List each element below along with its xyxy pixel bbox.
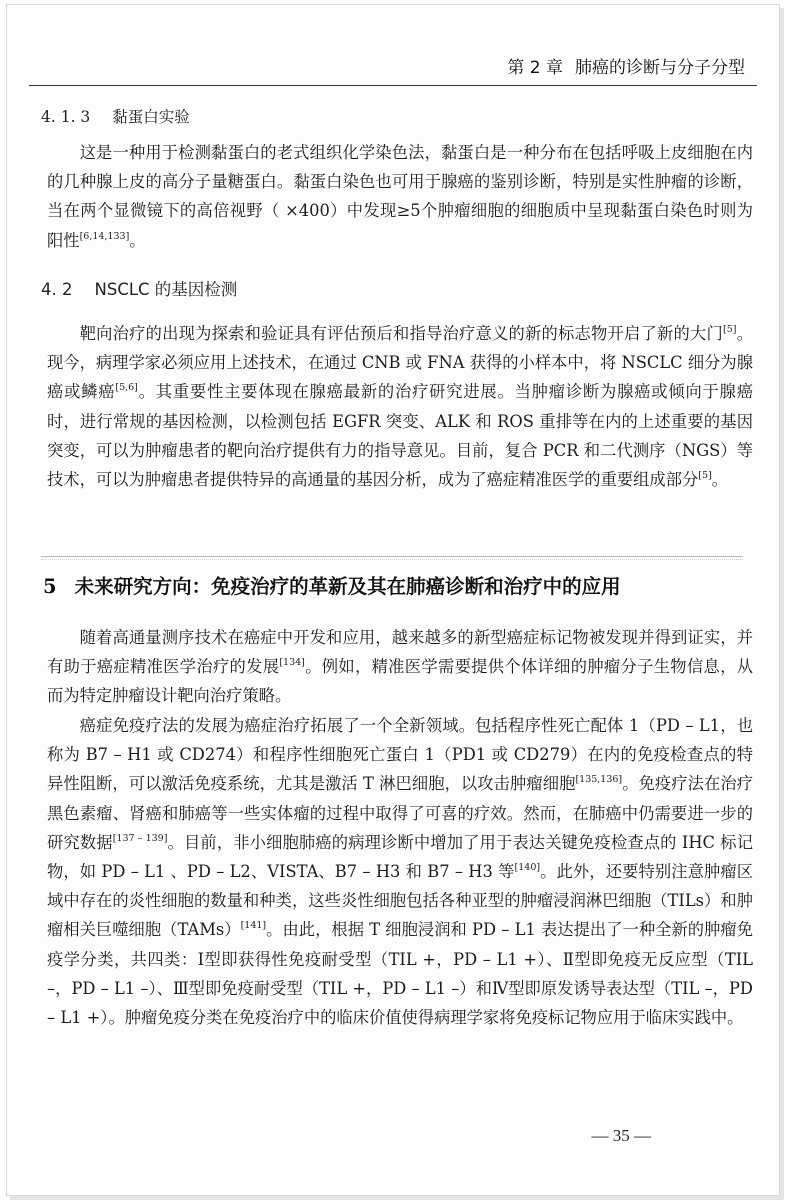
citation: [137 – 139] [112,832,168,844]
chapter-title: 肺癌的诊断与分子分型 [575,58,745,78]
section-title: NSCLC 的基因检测 [94,280,238,299]
citation: [5] [698,470,712,482]
text: 靶向治疗的出现为探索和验证具有评估预后和指导治疗意义的新的标志物开启了新的大门 [79,324,724,343]
section-heading-5 [43,573,621,601]
section-title: 未来研究方向：免疫治疗的革新及其在肺癌诊断和治疗中的应用 [74,575,621,598]
book-page [6,4,780,1196]
text: 。例如，精准医学需要提供个体详细的肿瘤分子生物信息，从而为特定肿瘤设计靶向治疗策略。 [47,657,753,706]
citation: [134] [279,657,305,669]
text: 。目前，非小细胞肺癌的病理诊断中增加了用于表达关键免疫检查点的 IHC 标记物，如 PD – L1 、PD – L2、VISTA、B7 – H3 和 B7 – H3 等 [47,832,753,882]
paragraph-immunotherapy [47,711,753,1032]
text: 这是一种用于检测黏蛋白的老式组织化学染色法，黏蛋白是一种分布在包括呼吸上皮细胞在内的几种腺上皮的高分子量糖蛋白。黏蛋白染色也可用于腺癌的鉴别诊断，特别是实性肿瘤的诊断，当在两个显微镜下的高倍视野（ ×400）中发现≥5个肿瘤细胞的细胞质中呈现黏蛋白染色时则为阳性 [47,143,753,250]
text: 。此外，还要特别注意肿瘤区域中存在的炎性细胞的数量和种类，这些炎性细胞包括各种亚型的肿瘤浸润淋巴细胞（TILs）和肿瘤相关巨噬细胞（TAMs） [47,862,754,940]
text: 癌症免疫疗法的发展为癌症治疗拓展了一个全新领域。包括程序性死亡配体 1（PD – L1，也称为 B7 – H1 或 CD274）和程序性细胞死亡蛋白 1（PD1 或 CD279）在内的免疫检查点的特异性阻断，可以激活免疫系统，尤其是激活 T 淋巴细胞，以攻击肿瘤细胞 [47,716,753,794]
section-number: 4. 2 [41,280,73,299]
paragraph-mucin [47,138,753,255]
chapter-number: 第 2 章 [507,58,563,78]
paragraph-sequencing [47,623,753,711]
section-title: 黏蛋白实验 [112,108,190,126]
citation: [141] [240,920,267,932]
text: 。 [129,230,146,250]
citation: [135,136] [575,774,623,786]
text: 。免疫疗法在治疗黑色素瘤、肾癌和肺癌等一些实体瘤的过程中取得了可喜的疗效。然而，在肺癌中仍需要进一步的研究数据 [47,774,753,852]
page-number: — 35 — [591,1126,651,1145]
text: 。 [711,470,729,490]
section-divider [41,556,743,557]
citation: [140] [514,862,541,874]
citation: [6,14,133] [79,230,130,242]
section-number: 5 [43,575,57,598]
text: 。现今，病理学家必须应用上述技术，在通过 CNB 或 FNA 获得的小样本中，将 NSCLC 细分为腺癌或鳞癌 [47,324,753,402]
citation: [5] [723,324,737,335]
running-header [29,57,757,86]
paragraph-nsclc-genetics [47,319,753,494]
citation: [5,6] [115,382,138,394]
section-number: 4. 1. 3 [41,108,91,126]
text: 。由此，根据 T 细胞浸润和 PD – L1 表达提出了一种全新的肿瘤免疫学分类，共四类：Ⅰ型即获得性免疫耐受型（TIL +，PD – L1 +）、Ⅱ型即免疫无反应型（TIL –，PD – L1 –）、Ⅲ型即免疫耐受型（TIL +，PD – L1 –）和Ⅳ型即原发诱导表达型（TIL –，PD – L1 +）。肿瘤免疫分类在免疫治疗中的临床价值使得病理学家将免疫标记物应用于临床实践中。 [47,920,753,1028]
text: 随着高通量测序技术在癌症中开发和应用，越来越多的新型癌症标记物被发现并得到证实，并有助于癌症精准医学治疗的发展 [47,628,753,677]
section-heading-4-1-3 [41,106,190,128]
section-heading-4-2 [41,279,237,301]
text: 。其重要性主要体现在腺癌最新的治疗研究进展。当肿瘤诊断为腺癌或倾向于腺癌时，进行常规的基因检测，以检测包括 EGFR 突变、ALK 和 ROS 重排等在内的上述重要的基因突变，可以为肿瘤患者的靶向治疗提供有力的指导意见。目前，复合 PCR 和二代测序（NGS）等技术，可以为肿瘤患者提供特异的高通量的基因分析，成为了癌症精准医学的重要组成部分 [47,382,753,490]
